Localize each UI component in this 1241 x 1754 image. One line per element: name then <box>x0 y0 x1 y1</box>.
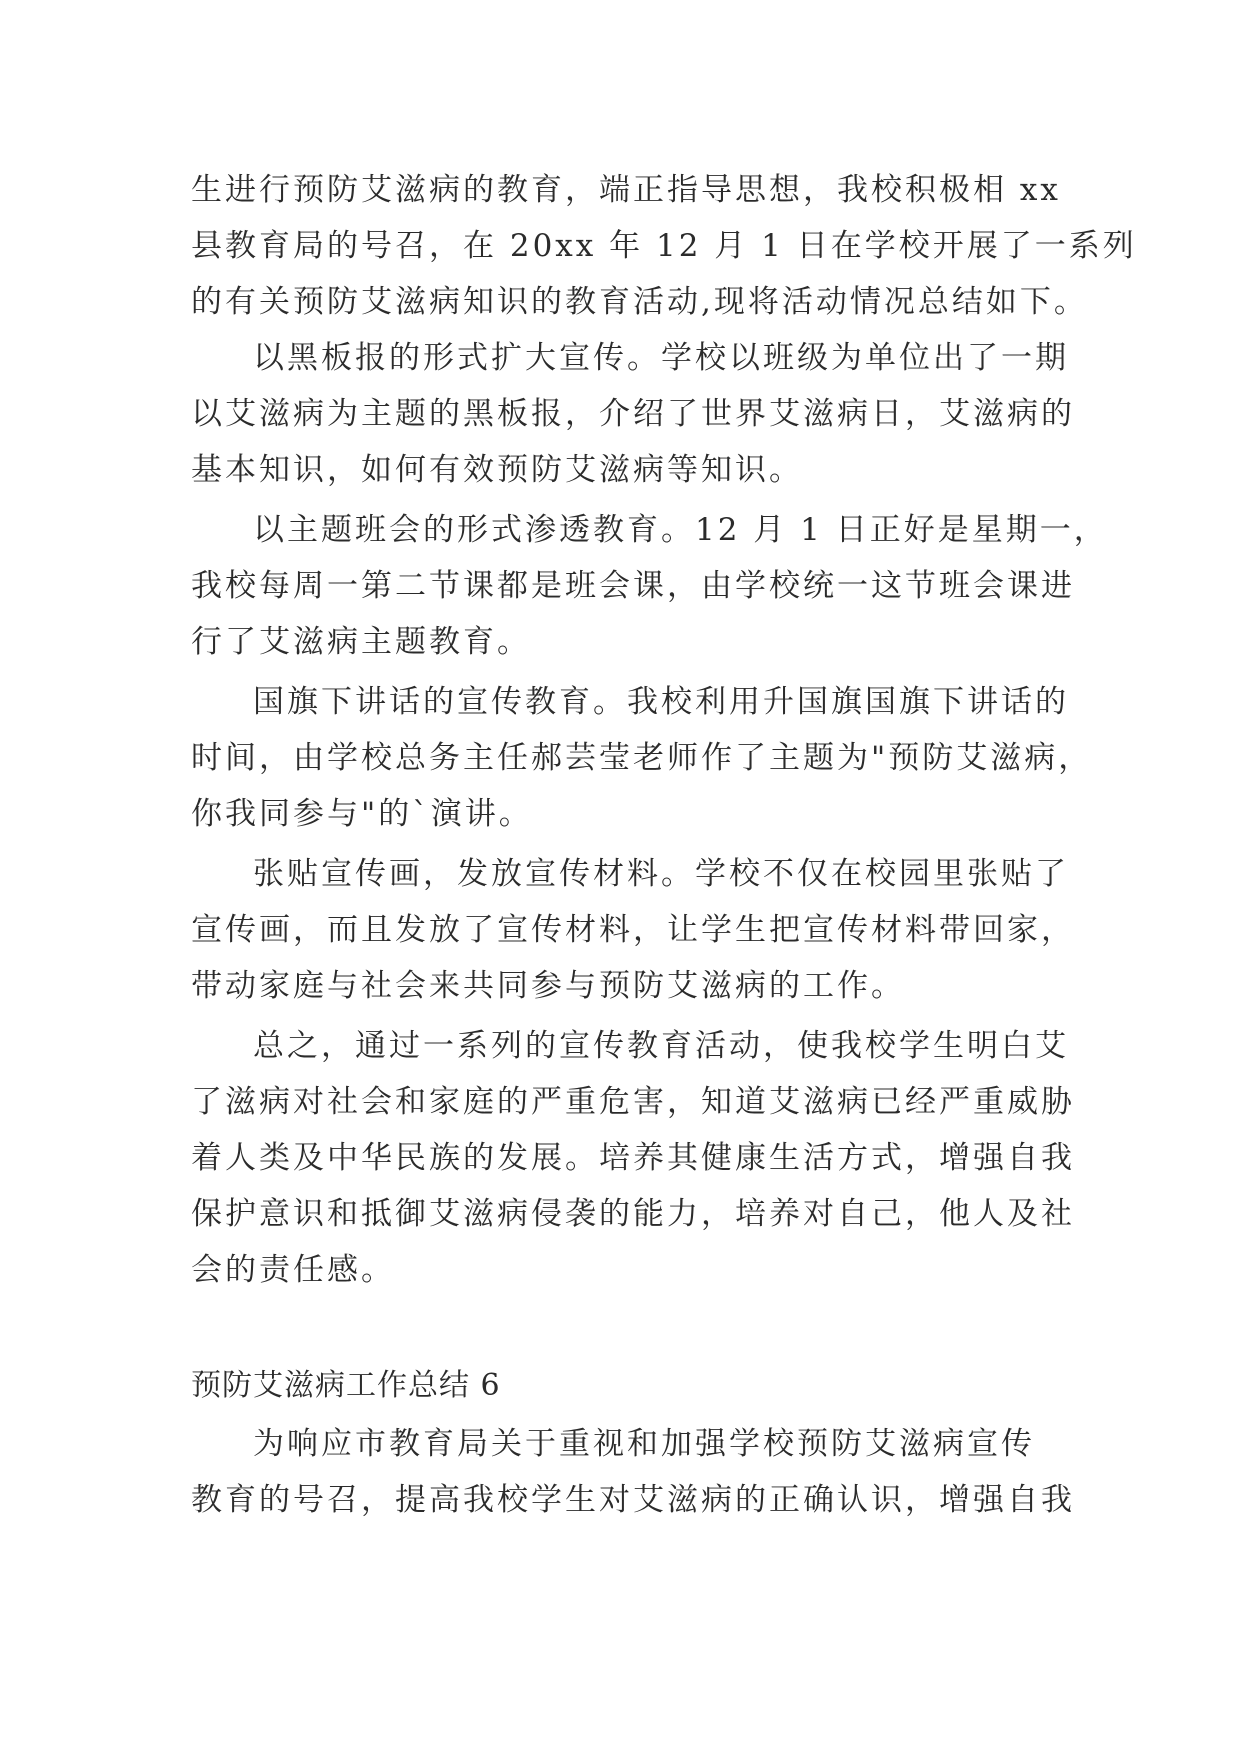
text-line: 以艾滋病为主题的黑板报，介绍了世界艾滋病日，艾滋病的 <box>191 396 1075 432</box>
text-line: 你我同参与"的`演讲。 <box>191 796 533 832</box>
paragraph-first-line: 为响应市教育局关于重视和加强学校预防艾滋病宣传 <box>253 1426 1035 1462</box>
text-line: 了滋病对社会和家庭的严重危害，知道艾滋病已经严重威胁 <box>191 1084 1075 1120</box>
paragraph-first-line: 张贴宣传画，发放宣传材料。学校不仅在校园里张贴了 <box>253 856 1069 892</box>
text-line: 行了艾滋病主题教育。 <box>191 624 531 660</box>
text-line: 县教育局的号召，在 20xx 年 12 月 1 日在学校开展了一系列 <box>191 228 1137 264</box>
text-line: 基本知识，如何有效预防艾滋病等知识。 <box>191 452 803 488</box>
paragraph-first-line: 以黑板报的形式扩大宣传。学校以班级为单位出了一期 <box>253 340 1069 376</box>
text-line: 会的责任感。 <box>191 1252 395 1288</box>
text-line: 保护意识和抵御艾滋病侵袭的能力，培养对自己，他人及社 <box>191 1196 1075 1232</box>
text-line: 的有关预防艾滋病知识的教育活动,现将活动情况总结如下。 <box>191 284 1088 320</box>
text-line: 时间，由学校总务主任郝芸莹老师作了主题为"预防艾滋病， <box>191 740 1093 776</box>
paragraph-first-line: 国旗下讲话的宣传教育。我校利用升国旗国旗下讲话的 <box>253 684 1069 720</box>
text-line: 着人类及中华民族的发展。培养其健康生活方式，增强自我 <box>191 1140 1075 1176</box>
paragraph-first-line: 总之，通过一系列的宣传教育活动，使我校学生明白艾 <box>253 1028 1069 1064</box>
text-line: 生进行预防艾滋病的教育，端正指导思想，我校积极相 xx <box>191 172 1061 208</box>
paragraph-first-line: 以主题班会的形式渗透教育。12 月 1 日正好是星期一， <box>253 512 1108 548</box>
text-line: 教育的号召，提高我校学生对艾滋病的正确认识，增强自我 <box>191 1482 1075 1518</box>
text-line: 带动家庭与社会来共同参与预防艾滋病的工作。 <box>191 968 905 1004</box>
section-heading: 预防艾滋病工作总结 6 <box>191 1368 501 1403</box>
text-line: 宣传画，而且发放了宣传材料，让学生把宣传材料带回家， <box>191 912 1075 948</box>
text-line: 我校每周一第二节课都是班会课，由学校统一这节班会课进 <box>191 568 1075 604</box>
